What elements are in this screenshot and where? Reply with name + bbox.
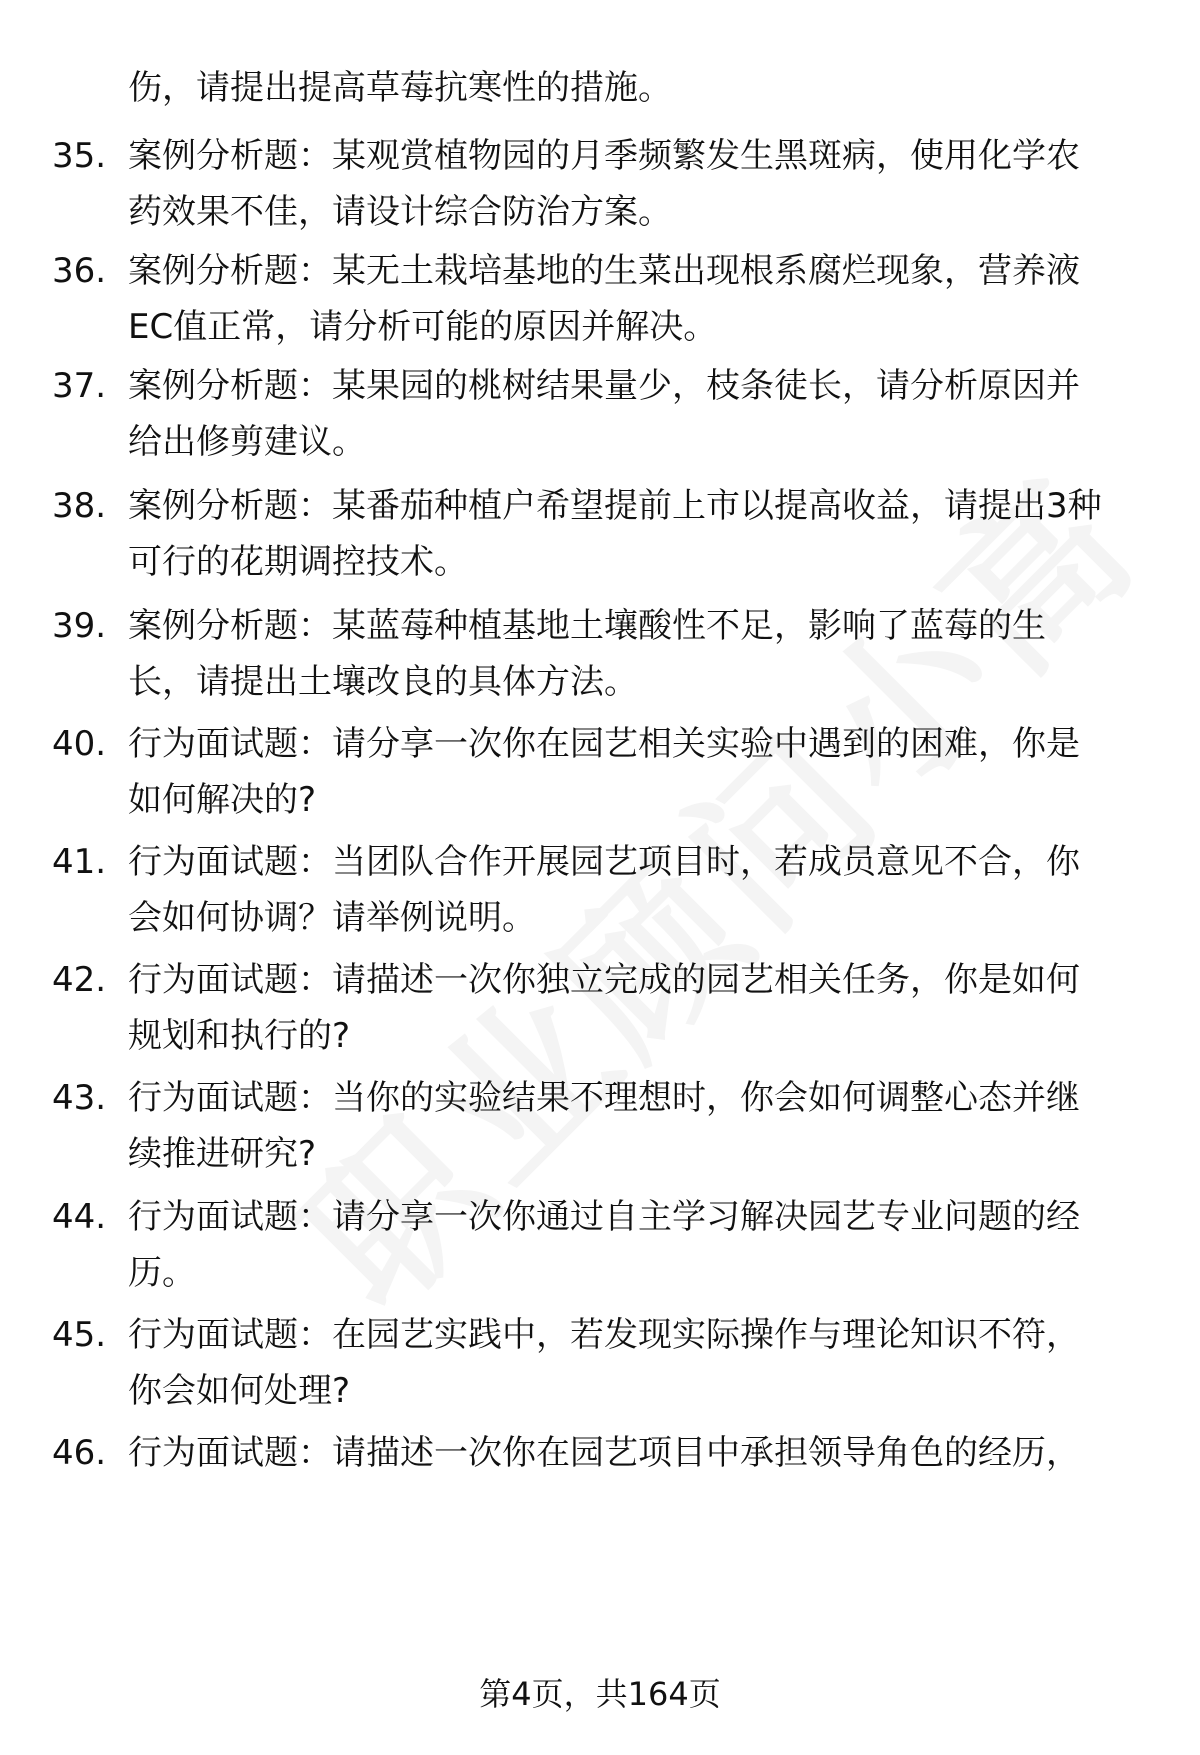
question-number: 35. xyxy=(52,136,107,176)
question-number: 44. xyxy=(52,1197,107,1237)
question-text-line1: 行为面试题：当团队合作开展园艺项目时，若成员意见不合，你 xyxy=(128,842,1080,882)
question-number: 38. xyxy=(52,486,107,526)
question-text-line1: 案例分析题：某番茄种植户希望提前上市以提高收益，请提出3种 xyxy=(128,486,1102,526)
question-text-line1: 案例分析题：某观赏植物园的月季频繁发生黑斑病，使用化学农 xyxy=(128,136,1080,176)
question-text-line2: 历。 xyxy=(128,1253,196,1293)
question-text-line1: 行为面试题：请描述一次你在园艺项目中承担领导角色的经历， xyxy=(128,1433,1080,1473)
question-text-line1: 行为面试题：在园艺实践中，若发现实际操作与理论知识不符， xyxy=(128,1315,1080,1355)
question-number: 42. xyxy=(52,960,107,1000)
question-text-line1: 案例分析题：某无土栽培基地的生菜出现根系腐烂现象，营养液 xyxy=(128,251,1080,291)
question-number: 45. xyxy=(52,1315,107,1355)
question-text-line1: 行为面试题：请描述一次你独立完成的园艺相关任务，你是如何 xyxy=(128,960,1080,1000)
question-text-line2: 如何解决的? xyxy=(128,780,317,820)
question-text-line1: 行为面试题：请分享一次你通过自主学习解决园艺专业问题的经 xyxy=(128,1197,1080,1237)
question-text-line2: 会如何协调？请举例说明。 xyxy=(128,898,536,938)
continuation-line: 伤，请提出提高草莓抗寒性的措施。 xyxy=(128,68,672,108)
question-number: 46. xyxy=(52,1433,107,1473)
question-text-line1: 案例分析题：某果园的桃树结果量少，枝条徒长，请分析原因并 xyxy=(128,366,1080,406)
question-text-line2: 药效果不佳，请设计综合防治方案。 xyxy=(128,192,672,232)
question-number: 36. xyxy=(52,251,107,291)
question-number: 43. xyxy=(52,1078,107,1118)
question-text-line2: 规划和执行的? xyxy=(128,1016,351,1056)
question-number: 37. xyxy=(52,366,107,406)
question-text-line2: 你会如何处理? xyxy=(128,1371,351,1411)
question-text-line2: 给出修剪建议。 xyxy=(128,422,366,462)
question-text-line1: 案例分析题：某蓝莓种植基地土壤酸性不足，影响了蓝莓的生 xyxy=(128,606,1046,646)
question-number: 41. xyxy=(52,842,107,882)
question-text-line2: 续推进研究? xyxy=(128,1134,317,1174)
question-text-line2: EC值正常，请分析可能的原因并解决。 xyxy=(128,307,718,347)
page-footer: 第4页，共164页 xyxy=(479,1675,721,1713)
question-text-line1: 行为面试题：请分享一次你在园艺相关实验中遇到的困难，你是 xyxy=(128,724,1080,764)
question-text-line2: 可行的花期调控技术。 xyxy=(128,542,468,582)
question-number: 39. xyxy=(52,606,107,646)
question-number: 40. xyxy=(52,724,107,764)
question-text-line1: 行为面试题：当你的实验结果不理想时，你会如何调整心态并继 xyxy=(128,1078,1080,1118)
question-text-line2: 长，请提出土壤改良的具体方法。 xyxy=(128,662,638,702)
